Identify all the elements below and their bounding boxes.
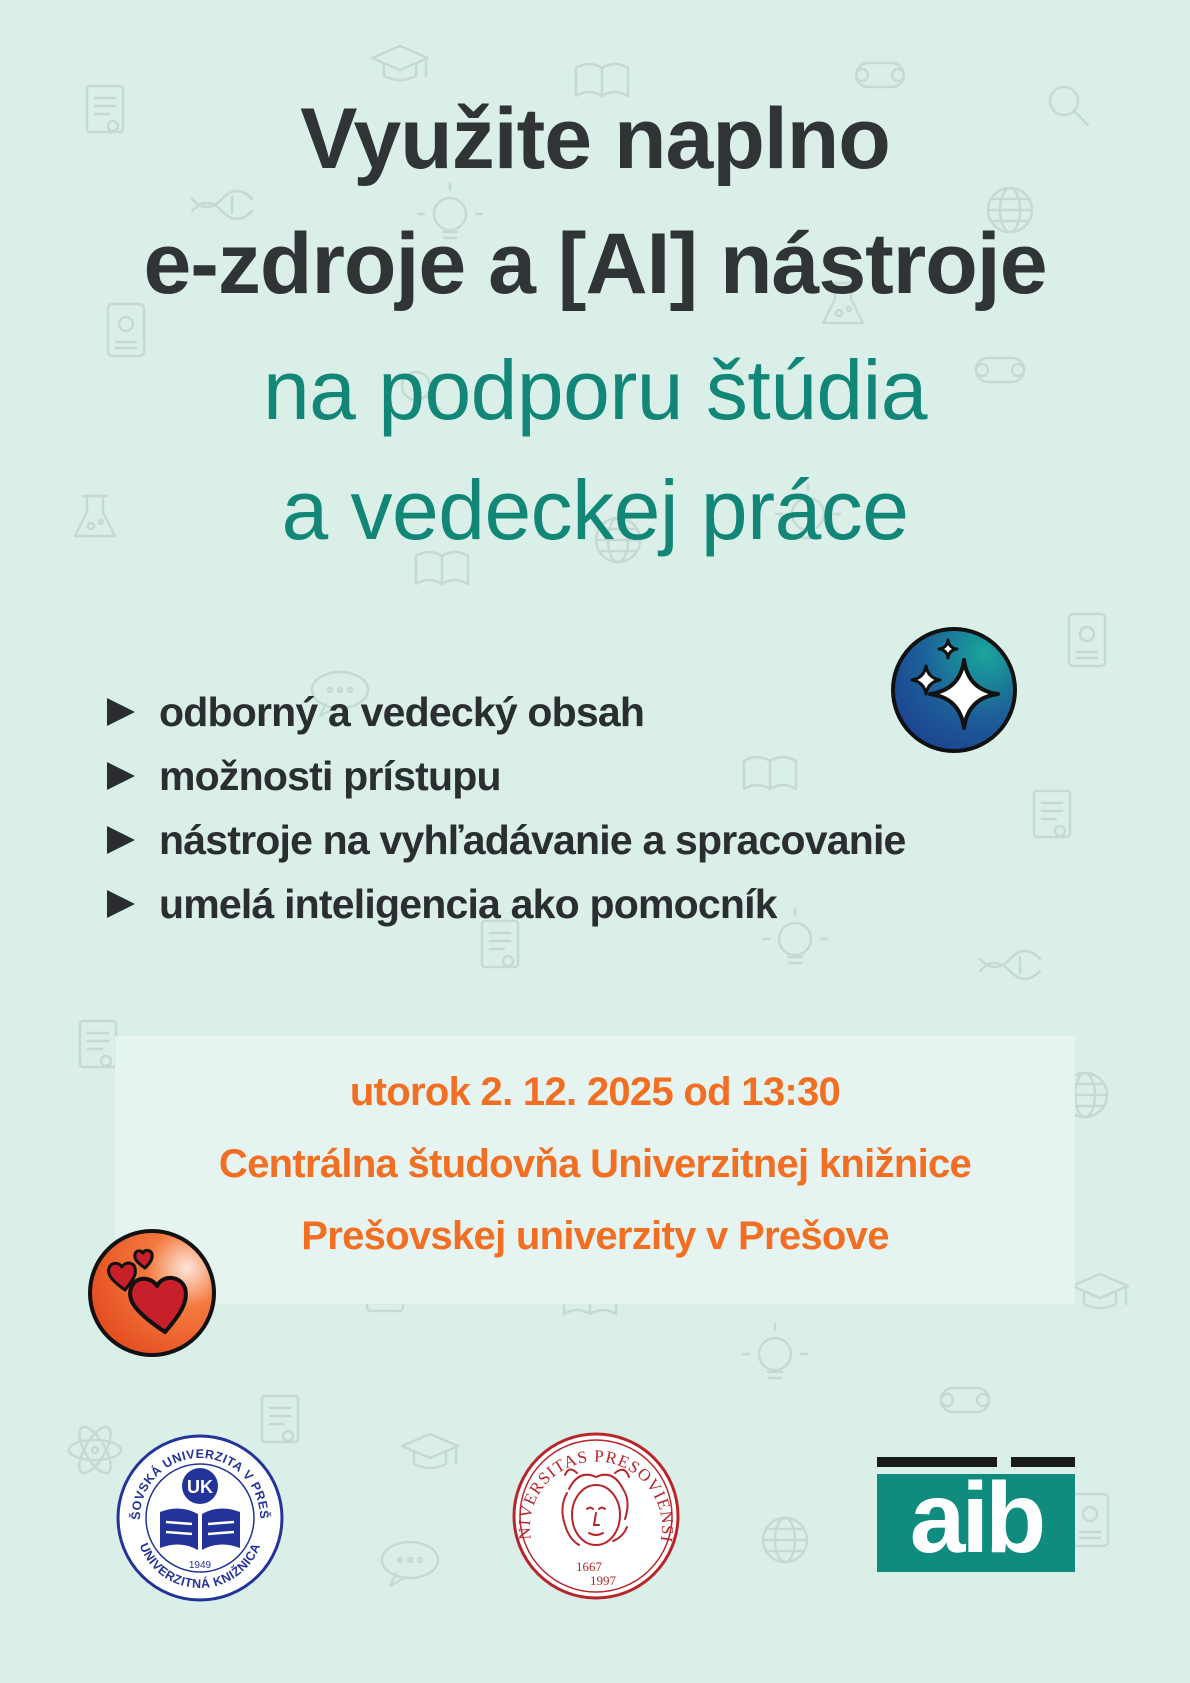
list-item bbox=[105, 680, 906, 744]
event-info-box bbox=[115, 1036, 1075, 1304]
pu-logo-arc: NIVERSITAS PRESOVIENSI bbox=[514, 1446, 678, 1545]
triangle-bullet-icon bbox=[105, 696, 137, 728]
uk-logo-arc-top: ŠOVSKÁ UNIVERZITA V PREŠ bbox=[128, 1446, 272, 1521]
university-library-logo bbox=[114, 1432, 286, 1604]
topic-text: odborný a vedecký obsah bbox=[159, 688, 645, 735]
heading-line-3: na podporu štúdia bbox=[262, 343, 928, 437]
triangle-bullet-icon bbox=[105, 760, 137, 792]
list-item bbox=[105, 744, 906, 808]
heading-line-1: Využite naplno bbox=[300, 91, 890, 187]
aib-logo-letters: aib bbox=[909, 1462, 1043, 1572]
heading-line-4: a vedeckej práce bbox=[281, 463, 909, 557]
sparkle-badge-icon bbox=[890, 626, 1018, 754]
topic-text: nástroje na vyhľadávanie a spracovanie bbox=[159, 816, 906, 863]
university-seal-logo bbox=[509, 1429, 683, 1603]
uk-logo-arc-bottom: UNIVERZITNÁ KNIŽNICA bbox=[136, 1540, 264, 1592]
uk-logo-year: 1949 bbox=[188, 1560, 212, 1571]
hearts-badge-icon bbox=[87, 1228, 217, 1358]
uk-logo-letters: UK bbox=[187, 1477, 213, 1497]
pu-logo-year-1: 1667 bbox=[576, 1559, 602, 1574]
pu-logo-year-2: 1997 bbox=[590, 1573, 616, 1588]
heading-line-2: e-zdroje a [AI] nástroje bbox=[143, 216, 1047, 312]
event-place-line-1: Centrálna študovňa Univerzitnej knižnice bbox=[218, 1142, 972, 1186]
topic-text: možnosti prístupu bbox=[159, 752, 501, 799]
list-item bbox=[105, 872, 906, 936]
event-datetime: utorok 2. 12. 2025 od 13:30 bbox=[349, 1070, 841, 1114]
event-place-line-2: Prešovskej univerzity v Prešove bbox=[301, 1214, 889, 1258]
triangle-bullet-icon bbox=[105, 888, 137, 920]
aib-logo bbox=[877, 1457, 1075, 1572]
topics-list bbox=[105, 680, 906, 936]
triangle-bullet-icon bbox=[105, 824, 137, 856]
list-item bbox=[105, 808, 906, 872]
topic-text: umelá inteligencia ako pomocník bbox=[159, 880, 777, 927]
